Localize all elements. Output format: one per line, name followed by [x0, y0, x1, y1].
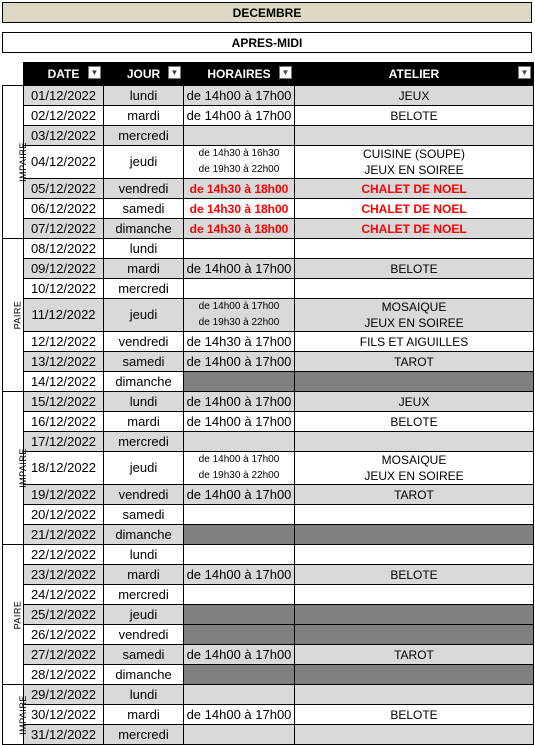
workshop-cell[interactable] — [295, 239, 534, 259]
schedule-body — [3, 86, 534, 745]
date-cell[interactable]: 15/12/2022 — [24, 392, 104, 412]
hours-cell[interactable]: de 14h00 à 17h00 — [184, 392, 295, 412]
day-cell[interactable]: mardi — [104, 259, 184, 279]
table-row — [3, 485, 534, 505]
date-cell[interactable]: 09/12/2022 — [24, 259, 104, 279]
table-row — [3, 565, 534, 585]
day-cell[interactable]: lundi — [104, 86, 184, 106]
hours-cell[interactable]: de 14h00 à 17h00 — [184, 412, 295, 432]
session-title: APRES-MIDI — [2, 32, 532, 53]
table-row — [3, 332, 534, 352]
day-cell[interactable]: vendredi — [104, 485, 184, 505]
date-cell[interactable]: 01/12/2022 — [24, 86, 104, 106]
day-cell[interactable]: jeudi — [104, 299, 184, 332]
day-cell[interactable]: jeudi — [104, 452, 184, 485]
table-row — [3, 412, 534, 432]
day-cell[interactable]: mercredi — [104, 432, 184, 452]
hours-cell[interactable] — [184, 432, 295, 452]
column-header-label: ATELIER — [388, 67, 440, 81]
table-row — [3, 239, 534, 259]
hours-cell[interactable] — [184, 685, 295, 705]
day-cell[interactable]: vendredi — [104, 332, 184, 352]
day-cell[interactable]: samedi — [104, 645, 184, 665]
date-cell[interactable]: 30/12/2022 — [24, 705, 104, 725]
day-cell[interactable]: dimanche — [104, 219, 184, 239]
day-cell[interactable]: mercredi — [104, 725, 184, 745]
table-row — [3, 585, 534, 605]
table-row — [3, 505, 534, 525]
workshop-cell[interactable] — [295, 625, 534, 645]
dropdown-arrow-icon[interactable]: ▼ — [518, 66, 531, 79]
hours-cell[interactable]: de 14h00 à 17h00 — [184, 645, 295, 665]
date-cell[interactable]: 18/12/2022 — [24, 452, 104, 485]
workshop-cell[interactable] — [295, 126, 534, 146]
column-header-jour[interactable] — [104, 63, 184, 86]
month-title: DECEMBRE — [2, 2, 532, 23]
date-cell[interactable]: 07/12/2022 — [24, 219, 104, 239]
week-parity-text: PAIRE — [12, 600, 23, 629]
column-header-label: HORAIRES — [207, 67, 271, 81]
day-cell[interactable]: mercredi — [104, 279, 184, 299]
day-cell[interactable]: mardi — [104, 565, 184, 585]
hours-cell[interactable]: de 14h30 à 18h00 — [184, 219, 295, 239]
workshop-cell[interactable] — [295, 432, 534, 452]
date-cell[interactable]: 21/12/2022 — [24, 525, 104, 545]
workshop-cell[interactable]: BELOTE — [295, 259, 534, 279]
table-row — [3, 299, 534, 332]
day-cell[interactable]: samedi — [104, 352, 184, 372]
day-cell[interactable]: dimanche — [104, 372, 184, 392]
hours-cell[interactable] — [184, 525, 295, 545]
hours-cell-line: de 14h00 à 17h00 — [198, 301, 280, 312]
workshop-cell-line: CUISINE (SOUPE) — [362, 147, 465, 161]
table-row — [3, 645, 534, 665]
hours-cell[interactable]: de 14h30 à 17h00 — [184, 332, 295, 352]
table-row — [3, 685, 534, 705]
hours-cell[interactable]: de 14h00 à 17h00 — [184, 352, 295, 372]
date-cell[interactable]: 06/12/2022 — [24, 199, 104, 219]
date-cell[interactable]: 23/12/2022 — [24, 565, 104, 585]
hours-cell[interactable] — [184, 372, 295, 392]
day-cell[interactable]: vendredi — [104, 625, 184, 645]
workshop-cell[interactable]: BELOTE — [295, 106, 534, 126]
workshop-cell-line: MOSAIQUE — [381, 453, 447, 467]
hours-cell[interactable] — [184, 126, 295, 146]
date-cell[interactable]: 29/12/2022 — [24, 685, 104, 705]
workshop-cell[interactable]: CHALET DE NOEL — [295, 219, 534, 239]
hours-cell[interactable] — [184, 605, 295, 625]
table-row — [3, 179, 534, 199]
workshop-cell-line: JEUX EN SOIREE — [364, 316, 464, 330]
day-cell[interactable]: lundi — [104, 685, 184, 705]
table-row — [3, 352, 534, 372]
table-row — [3, 452, 534, 485]
date-cell[interactable]: 03/12/2022 — [24, 126, 104, 146]
workshop-cell[interactable] — [295, 525, 534, 545]
hours-cell[interactable] — [184, 299, 295, 332]
table-row — [3, 146, 534, 179]
hours-cell[interactable]: de 14h00 à 17h00 — [184, 259, 295, 279]
workshop-cell[interactable]: BELOTE — [295, 565, 534, 585]
table-row — [3, 392, 534, 412]
day-cell[interactable]: mercredi — [104, 585, 184, 605]
week-parity-label — [3, 545, 24, 685]
hours-cell[interactable]: de 14h00 à 17h00 — [184, 106, 295, 126]
workshop-cell-line: JEUX EN SOIREE — [364, 469, 464, 483]
date-cell[interactable]: 27/12/2022 — [24, 645, 104, 665]
date-cell[interactable]: 17/12/2022 — [24, 432, 104, 452]
hours-cell[interactable] — [184, 239, 295, 259]
date-cell[interactable]: 25/12/2022 — [24, 605, 104, 625]
column-header-date[interactable] — [24, 63, 104, 86]
week-parity-label — [3, 685, 28, 745]
day-cell[interactable]: dimanche — [104, 525, 184, 545]
table-row — [3, 665, 534, 685]
workshop-cell-line: JEUX EN SOIREE — [364, 163, 464, 177]
column-header-atelier[interactable] — [295, 63, 534, 86]
group-header-blank — [3, 63, 24, 86]
date-cell[interactable]: 14/12/2022 — [24, 372, 104, 392]
workshop-cell[interactable] — [295, 372, 534, 392]
hours-cell[interactable]: de 14h00 à 17h00 — [184, 86, 295, 106]
date-cell[interactable]: 12/12/2022 — [24, 332, 104, 352]
dropdown-arrow-icon[interactable]: ▼ — [168, 66, 181, 79]
week-parity-label — [3, 239, 24, 392]
day-cell[interactable]: mardi — [104, 412, 184, 432]
schedule-table — [2, 62, 534, 745]
workshop-cell[interactable]: TAROT — [295, 645, 534, 665]
date-cell[interactable]: 13/12/2022 — [24, 352, 104, 372]
date-cell[interactable]: 04/12/2022 — [24, 146, 104, 179]
hours-cell[interactable]: de 14h30 à 18h00 — [184, 179, 295, 199]
table-row — [3, 545, 534, 565]
week-parity-label — [3, 392, 28, 545]
workshop-cell[interactable] — [295, 279, 534, 299]
date-cell[interactable]: 24/12/2022 — [24, 585, 104, 605]
date-cell[interactable]: 11/12/2022 — [24, 299, 104, 332]
workshop-cell[interactable] — [295, 452, 534, 485]
table-row — [3, 86, 534, 106]
workshop-cell[interactable]: FILS ET AIGUILLES — [295, 332, 534, 352]
hours-cell[interactable] — [184, 625, 295, 645]
hours-cell[interactable]: de 14h30 à 18h00 — [184, 199, 295, 219]
workshop-cell[interactable]: TAROT — [295, 485, 534, 505]
date-cell[interactable]: 20/12/2022 — [24, 505, 104, 525]
date-cell[interactable]: 08/12/2022 — [24, 239, 104, 259]
workshop-cell[interactable] — [295, 146, 534, 179]
day-cell[interactable]: vendredi — [104, 179, 184, 199]
workshop-cell[interactable] — [295, 605, 534, 625]
hours-cell[interactable]: de 14h00 à 17h00 — [184, 565, 295, 585]
week-parity-text: IMPAIRE — [17, 142, 28, 182]
workshop-cell[interactable] — [295, 505, 534, 525]
day-cell[interactable]: lundi — [104, 239, 184, 259]
hours-cell-line: de 19h30 à 22h00 — [198, 470, 280, 481]
table-row — [3, 106, 534, 126]
week-parity-text: IMPAIRE — [17, 694, 28, 735]
workshop-cell[interactable]: BELOTE — [295, 705, 534, 725]
day-cell[interactable]: jeudi — [104, 605, 184, 625]
date-cell[interactable]: 28/12/2022 — [24, 665, 104, 685]
day-cell[interactable]: samedi — [104, 199, 184, 219]
workshop-cell-line: MOSAIQUE — [381, 300, 447, 314]
table-row — [3, 126, 534, 146]
workshop-cell[interactable] — [295, 725, 534, 745]
table-row — [3, 605, 534, 625]
table-row — [3, 372, 534, 392]
hours-cell[interactable] — [184, 725, 295, 745]
date-cell[interactable]: 16/12/2022 — [24, 412, 104, 432]
column-header-horaires[interactable] — [184, 63, 295, 86]
date-cell[interactable]: 22/12/2022 — [24, 545, 104, 565]
date-cell[interactable]: 10/12/2022 — [24, 279, 104, 299]
day-cell[interactable]: jeudi — [104, 146, 184, 179]
day-cell[interactable]: lundi — [104, 392, 184, 412]
day-cell[interactable]: mercredi — [104, 126, 184, 146]
hours-cell-line: de 14h30 à 16h30 — [198, 148, 280, 159]
hours-cell-line: de 19h30 à 22h00 — [198, 164, 280, 175]
date-cell[interactable]: 31/12/2022 — [24, 725, 104, 745]
workshop-cell[interactable]: JEUX — [295, 86, 534, 106]
table-row — [3, 199, 534, 219]
hours-cell[interactable] — [184, 585, 295, 605]
hours-cell[interactable]: de 14h00 à 17h00 — [184, 705, 295, 725]
hours-cell[interactable]: de 14h00 à 17h00 — [184, 485, 295, 505]
header-row — [3, 63, 534, 86]
table-row — [3, 705, 534, 725]
hours-cell[interactable] — [184, 279, 295, 299]
date-cell[interactable]: 26/12/2022 — [24, 625, 104, 645]
week-parity-text: PAIRE — [12, 300, 23, 330]
day-cell[interactable]: samedi — [104, 505, 184, 525]
dropdown-arrow-icon[interactable]: ▼ — [279, 66, 292, 79]
workshop-cell[interactable]: BELOTE — [295, 412, 534, 432]
dropdown-arrow-icon[interactable]: ▼ — [88, 66, 101, 79]
workshop-cell[interactable]: TAROT — [295, 352, 534, 372]
column-header-label: DATE — [47, 67, 80, 81]
week-parity-text: IMPAIRE — [17, 448, 28, 488]
date-cell[interactable]: 19/12/2022 — [24, 485, 104, 505]
week-parity-label — [3, 86, 28, 239]
table-row — [3, 525, 534, 545]
column-header-label: JOUR — [126, 67, 161, 81]
date-cell[interactable]: 02/12/2022 — [24, 106, 104, 126]
workshop-cell[interactable] — [295, 585, 534, 605]
table-row — [3, 279, 534, 299]
table-row — [3, 259, 534, 279]
hours-cell-line: de 14h00 à 17h00 — [198, 454, 280, 465]
hours-cell[interactable] — [184, 505, 295, 525]
day-cell[interactable]: dimanche — [104, 665, 184, 685]
day-cell[interactable]: mardi — [104, 106, 184, 126]
table-row — [3, 432, 534, 452]
hours-cell[interactable] — [184, 545, 295, 565]
table-row — [3, 219, 534, 239]
hours-cell[interactable] — [184, 452, 295, 485]
workshop-cell[interactable] — [295, 545, 534, 565]
table-row — [3, 625, 534, 645]
day-cell[interactable]: lundi — [104, 545, 184, 565]
workshop-cell[interactable]: CHALET DE NOEL — [295, 199, 534, 219]
hours-cell[interactable] — [184, 146, 295, 179]
hours-cell[interactable] — [184, 665, 295, 685]
workshop-cell[interactable]: CHALET DE NOEL — [295, 179, 534, 199]
workshop-cell[interactable]: JEUX — [295, 392, 534, 412]
workshop-cell[interactable] — [295, 299, 534, 332]
day-cell[interactable]: mardi — [104, 705, 184, 725]
workshop-cell[interactable] — [295, 685, 534, 705]
table-row — [3, 725, 534, 745]
hours-cell-line: de 19h30 à 22h00 — [198, 317, 280, 328]
date-cell[interactable]: 05/12/2022 — [24, 179, 104, 199]
workshop-cell[interactable] — [295, 665, 534, 685]
